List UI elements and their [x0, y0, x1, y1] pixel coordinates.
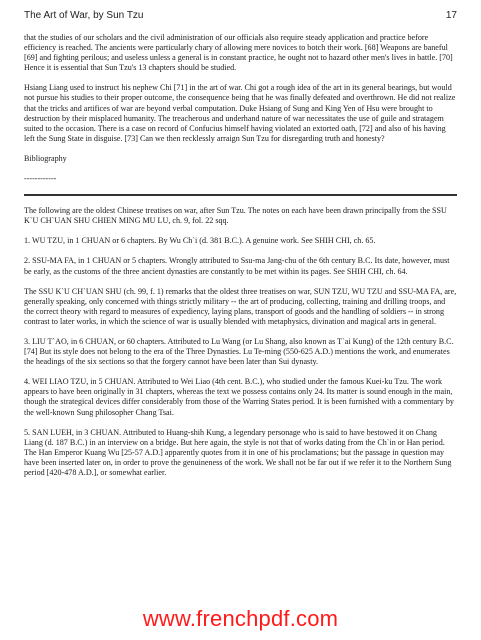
heading-underline-text: ------------	[24, 174, 57, 184]
paragraph: The SSU K`U CH`UAN SHU (ch. 99, f. 1) remarks that the oldest three treatises on war, SUN TZU, WU TZU and SSU-MA FA, are, generally speaking, only concerned with things strictly military -- the art of producing, collecting, training and drilling troops, and the correct theory with regard to measures of expediency, laying plans, transport of goods and the handling of soldiers -- in strong contrast to later works, in which the science of war is usually blended with metaphysics, divination and magical arts in general.	[24, 286, 457, 326]
page-number: 17	[445, 10, 457, 21]
page-header	[24, 10, 457, 26]
section-heading: Bibliography	[24, 153, 67, 163]
paragraph: that the studies of our scholars and the civil administration of our officials also require steady application and practice before efficiency is reached. The ancients were particularly chary of allowing mere novices to botch their work. [68] Weapons are baneful [69] and fighting perilous; and useless unless a general is in constant practice, he ought not to hazard other men's lives in battle. [70] Hence it is essential that Sun Tzu's 13 chapters should be studied.	[24, 33, 453, 73]
horizontal-rule	[24, 194, 457, 196]
bibliography-entry: 2. SSU-MA FA, in 1 CHUAN or 5 chapters. Wrongly attributed to Ssu-ma Jang-chu of the 6th century B.C. Its date, however, must be early, as the customs of the three ancient dynasties are constantly to be met within its pages. See SHIH CHI, ch. 64.	[24, 256, 450, 276]
bibliography-entry: 5. SAN LUEH, in 3 CHUAN. Attributed to Huang-shih Kung, a legendary personage who is said to have bestowed it on Chang Liang (d. 187 B.C.) in an interview on a bridge. But here again, the style is not that of works dating from the Ch`in or Han period. The Han Emperor Kuang Wu [25-57 A.D.] apparently quotes from it in one of his proclamations; but the passage in question may have been inserted later on, in order to prove the genuineness of the work. We shall not be far out if we refer it to the Northern Sung period [420-478 A.D.], or somewhat earlier.	[24, 427, 452, 477]
bibliography-entry: 4. WEI LIAO TZU, in 5 CHUAN. Attributed to Wei Liao (4th cent. B.C.), who studied under the famous Kuei-ku Tzu. The work appears to have been originally in 31 chapters, whereas the text we possess contains only 24. Its matter is sound enough in the main, though the strategical devices differ considerably from those of the Warring States period. It is been furnished with a commentary by the well-known Sung philosopher Chang Tsai.	[24, 377, 454, 417]
paragraph: The following are the oldest Chinese treatises on war, after Sun Tzu. The notes on each have been drawn principally from the SSU K`U CH`UAN SHU CHIEN MING MU LU, ch. 9, fol. 22 sqq.	[24, 206, 447, 226]
page-body	[24, 33, 457, 488]
bibliography-entry: 3. LIU T`AO, in 6 CHUAN, or 60 chapters. Attributed to Lu Wang (or Lu Shang, also known as T`ai Kung) of the 12th century B.C. [74] But its style does not belong to the era of the Three Dynasties. Lu Te-ming (550-625 A.D.) mentions the work, and enumerates the headings of the six sections so that the forgery cannot have been later than Sui dynasty.	[24, 336, 454, 367]
watermark-link[interactable]: www.frenchpdf.com	[142, 606, 339, 631]
paragraph: Hsiang Liang used to instruct his nephew Chi [71] in the art of war. Chi got a rough idea of the art in its general bearings, but would not pursue his studies to their proper outcome, the consequence being that he was finally defeated and overthrown. He did not realize that the tricks and artifices of war are beyond verbal computation. Duke Hsiang of Sung and King Yen of Hsu were brought to destruction by their misplaced humanity. The treacherous and underhand nature of war necessitates the use of guile and stratagem suited to the occasion. There is a case on record of Confucius himself having violated an extorted oath, [72] and also of his having left the Sung State in disguise. [73] Can we then recklessly arraign Sun Tzu for disregarding truth and honesty?	[24, 83, 456, 143]
bibliography-entry: 1. WU TZU, in 1 CHUAN or 6 chapters. By Wu Ch`i (d. 381 B.C.). A genuine work. See SHIH CHI, ch. 65.	[24, 236, 376, 246]
book-title: The Art of War, by Sun Tzu	[24, 10, 144, 21]
